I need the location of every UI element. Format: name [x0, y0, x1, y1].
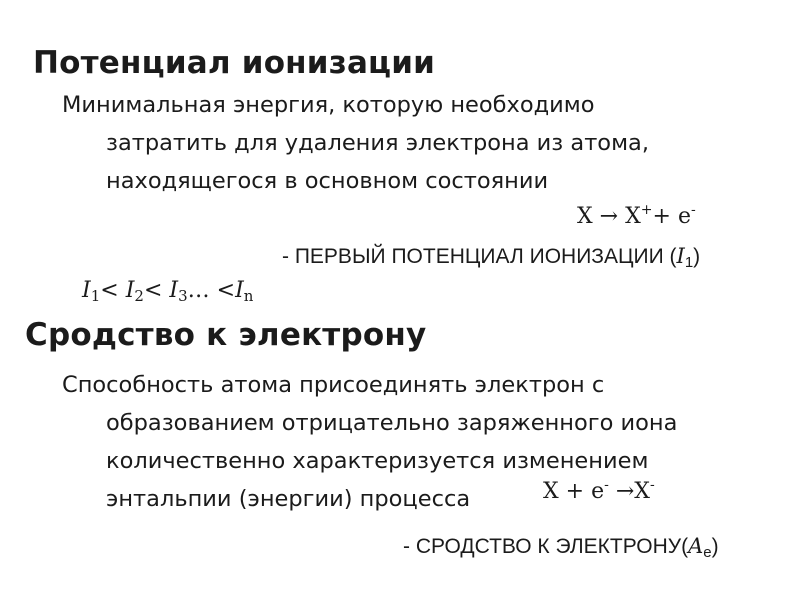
arrow-icon: →X	[608, 479, 650, 504]
label-text: - СРОДСТВО К ЭЛЕКТРОНУ(	[403, 535, 689, 558]
label-subscript: 1	[684, 254, 694, 271]
electron-charge: -	[690, 202, 696, 218]
label-subscript: e	[703, 544, 712, 561]
equation-charge: +	[640, 202, 653, 218]
electron-affinity-label	[403, 534, 719, 559]
definition-line: количественно характеризуется изменением	[106, 448, 649, 474]
inequality-symbol: I	[235, 278, 244, 303]
definition-line: Способность атома присоединять электрон с	[62, 372, 605, 398]
definition-line: Минимальная энергия, которую необходимо	[62, 92, 595, 118]
equation-rhs: X	[625, 204, 641, 229]
inequality-operator: … <	[187, 278, 236, 303]
label-suffix: )	[693, 245, 701, 268]
inequality-subscript: 3	[178, 287, 188, 305]
first-ionization-potential-label	[282, 244, 700, 269]
ionization-definition	[62, 86, 649, 200]
inequality-subscript: n	[243, 287, 254, 305]
inequality-subscript: 1	[90, 287, 101, 305]
label-text: - ПЕРВЫЙ ПОТЕНЦИАЛ ИОНИЗАЦИИ (	[282, 245, 677, 268]
equation-plus-electron: + e	[652, 204, 691, 229]
electron-affinity-title: Сродство к электрону	[25, 317, 427, 353]
inequality-symbol: I	[125, 278, 135, 303]
definition-line: энтальпии (энергии) процесса	[106, 486, 471, 512]
definition-line: находящегося в основном состоянии	[106, 168, 549, 194]
equation-lhs: X	[577, 204, 593, 229]
inequality-operator: <	[143, 278, 170, 303]
ionization-equation	[577, 204, 696, 229]
ionization-potential-title: Потенциал ионизации	[33, 45, 436, 81]
label-suffix: )	[711, 535, 719, 558]
label-symbol: A	[688, 534, 704, 558]
definition-line: затратить для удаления электрона из атома,	[106, 130, 649, 156]
arrow-icon: →	[599, 204, 619, 229]
label-symbol: I	[676, 244, 685, 268]
equation-charge: -	[649, 477, 655, 493]
definition-line: образованием отрицательно заряженного иона	[106, 410, 678, 436]
inequality-operator: <	[100, 278, 126, 303]
inequality-symbol: I	[82, 278, 91, 303]
electron-affinity-equation	[543, 479, 655, 504]
electron-charge: -	[604, 477, 609, 493]
inequality-symbol: I	[169, 278, 179, 303]
inequality-subscript: 2	[134, 287, 144, 305]
ionization-inequality	[82, 278, 253, 303]
equation-text: X + e	[543, 479, 605, 504]
